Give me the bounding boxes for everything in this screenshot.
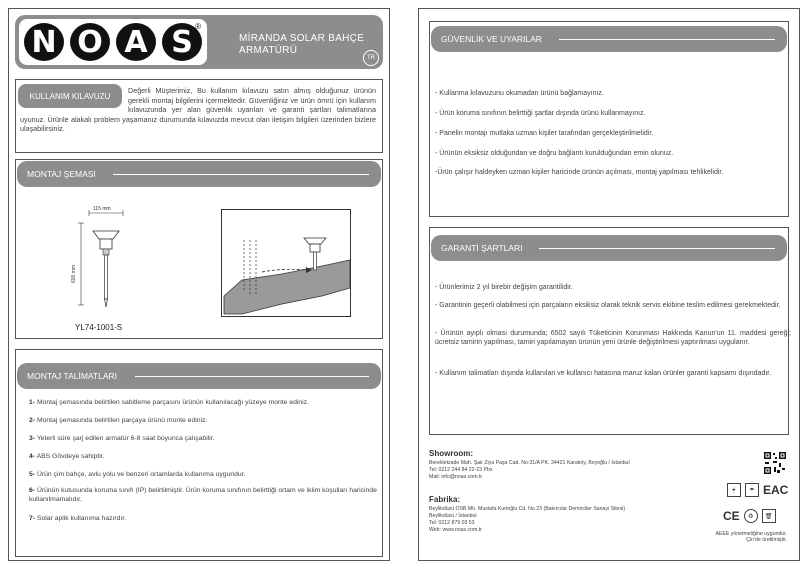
width-dimension-label: 115 mm (93, 206, 111, 212)
language-badge: TR (363, 50, 379, 66)
weee-bin-icon: 🗑 (762, 509, 776, 523)
aeee-line: AEEE yönetmeliğine uygundur. (715, 531, 787, 537)
lamp-dimension-drawing (69, 199, 149, 319)
list-item: 4- ABS Gövdeye sahiptir. (29, 453, 105, 460)
showroom-address: Berekletzade Mah. Şair Ziya Paşa Cad. No:31/A PK. 34421 Karaköy, Beyoğlu / İstanbul (429, 460, 630, 466)
list-item: 3- Yeterli süre şarj edilen armatür 6-8 saat boyunca çalışabilir. (29, 435, 215, 442)
ce-mark: CE (723, 509, 740, 523)
safety-item: - Kullanma kılavuzunu okumadan ürünü bağlamayınız. (435, 90, 604, 97)
safety-item: - Ürünün eksiksiz olduğundan ve doğru bağlantı kurulduğundan emin olunuz. (435, 150, 674, 157)
factory-web: Web: www.noas.com.tr (429, 527, 482, 533)
height-dimension-label: 600 mm (71, 264, 78, 284)
safety-item: -Ürün çalışır haldeyken uzman kişiler haricinde ürünün açılması, montaj yapılması tehlikelidir. (435, 169, 724, 176)
usage-body: Değerli Müşterimiz, Bu kullanım kılavuzu satın almış olduğunuz ürünün gerekli montaj bilgilerini içermektedir. Güvenliğiniz ve ürün ömrü için kullanım kılavuzunda yer alan güvenlik uyarıları ve garanti şartları talimatlarına uyunuz. Ürünle alakalı problem yaşamanız durumunda kılavuzda mevcut olan iletişim bilgileri üzerinden bizlere ulaşabilirsiniz. (20, 86, 376, 134)
assembly-diagram-header (17, 161, 381, 187)
factory-city: Beylikdüzü / İstanbul (429, 513, 477, 519)
showroom-title: Showroom: (429, 449, 473, 458)
registered-mark: ® (195, 22, 201, 31)
warranty-item: - Garantinin geçerli olabilmesi için parçaların eksiksiz olarak teknik servis ekibine teslim edilmesi gerekmektedir. (435, 302, 781, 309)
warranty-item: - Ürünün ayıplı olması durumunda; 6502 sayılı Tüketicinin Korunması Hakkında Kanun'un 11. maddesi gereği; ücretsiz tamirin yapılması, tamiri yapılamayan ürünün yeni ürünle değiştirilmesi yaptırılması uygulanır. (435, 330, 791, 346)
brand-logo (19, 19, 207, 65)
cert-icons-row-2 (723, 509, 776, 523)
section-title: MONTAJ TALİMATLARI (27, 371, 118, 381)
recycle-icon: ♻ (744, 509, 758, 523)
warranty-header (431, 235, 787, 261)
factory-address: Beylikdüzü OSB Mh. Mustafa Kurtoğlu Cd. No.23 (Bakırcılar Demirciler Sanayi Sitesi) (429, 506, 626, 512)
product-title-line2: ARMATÜRÜ (239, 45, 298, 56)
header-rule (559, 39, 775, 40)
factory-phone: Tel: 0212 879 03 53 (429, 520, 475, 526)
header-rule (539, 248, 775, 249)
list-item: 5- Ürün çim bahçe, avlu yolu ve benzeri ortamlarda kullanıma uygundur. (29, 471, 246, 478)
product-title-line1: MİRANDA SOLAR BAHÇE (239, 33, 365, 44)
header-bar (15, 15, 383, 69)
logo-letter: A (116, 23, 156, 61)
left-page (8, 8, 390, 561)
list-item: 7- Solar aplik kullanıma hazırdır. (29, 515, 127, 522)
list-item: 2- Montaj şemasında belirtilen parçaya ürünü monte ediniz. (29, 417, 208, 424)
factory-title: Fabrika: (429, 495, 461, 504)
glass-icon: 🍷 (727, 483, 741, 497)
model-number: YL74-1001-S (75, 323, 123, 332)
list-item: 6- Ürünün kutusunda koruma sınıfı (IP) belirtilmiştir. Ürün koruma sınıfının belirttiği ortam ve iklim koşulları haricinde kullanılmamalıdır. (29, 487, 377, 503)
aeee-compliance (689, 531, 787, 544)
installation-illustration (222, 210, 352, 318)
safety-item: - Ürün koruma sınıfının belirttiği şartlar dışında ürünü kullanmayınız. (435, 110, 646, 117)
usage-guide-tag: KULLANIM KILAVUZU (18, 84, 122, 108)
assembly-instructions-header (17, 363, 381, 389)
qr-code-icon (763, 451, 787, 475)
section-title: GÜVENLİK VE UYARILAR (441, 34, 542, 44)
safety-header (431, 26, 787, 52)
usage-guide-box (15, 79, 383, 153)
list-item: 1- Montaj şemasında belirtilen sabitleme parçasını ürünün kullanılacağı yüzeye monte ediniz. (29, 399, 309, 406)
eac-mark: EAC (763, 483, 789, 497)
logo-letter: S (162, 23, 202, 61)
installation-scene (221, 209, 351, 317)
logo-letter: N (24, 23, 64, 61)
warranty-item: - Kullanım talimatları dışında kullanılan ve kullanıcı hatasına maruz kalan ürünler garanti kapsamı dışındadır. (435, 370, 772, 377)
origin-line: Çin'de üretilmiştir. (746, 537, 787, 544)
logo-letter: O (70, 23, 110, 61)
warranty-item: - Ürünlerimiz 2 yıl birebir değişim garantilidir. (435, 284, 573, 291)
header-rule (135, 376, 369, 377)
section-title: MONTAJ ŞEMASI (27, 169, 96, 179)
header-rule (113, 174, 369, 175)
safety-item: - Panelin montajı mutlaka uzman kişiler tarafından gerçekleştirilmelidir. (435, 130, 654, 137)
right-page (418, 8, 800, 561)
showroom-phone: Tel: 0212 244 84 22-23 Pbx (429, 467, 493, 473)
cert-icons-row-1 (727, 483, 788, 497)
section-title: GARANTİ ŞARTLARI (441, 243, 523, 253)
product-title (239, 33, 364, 57)
showroom-mail: Mail: info@noas.com.tr (429, 474, 483, 480)
umbrella-icon: ☂ (745, 483, 759, 497)
